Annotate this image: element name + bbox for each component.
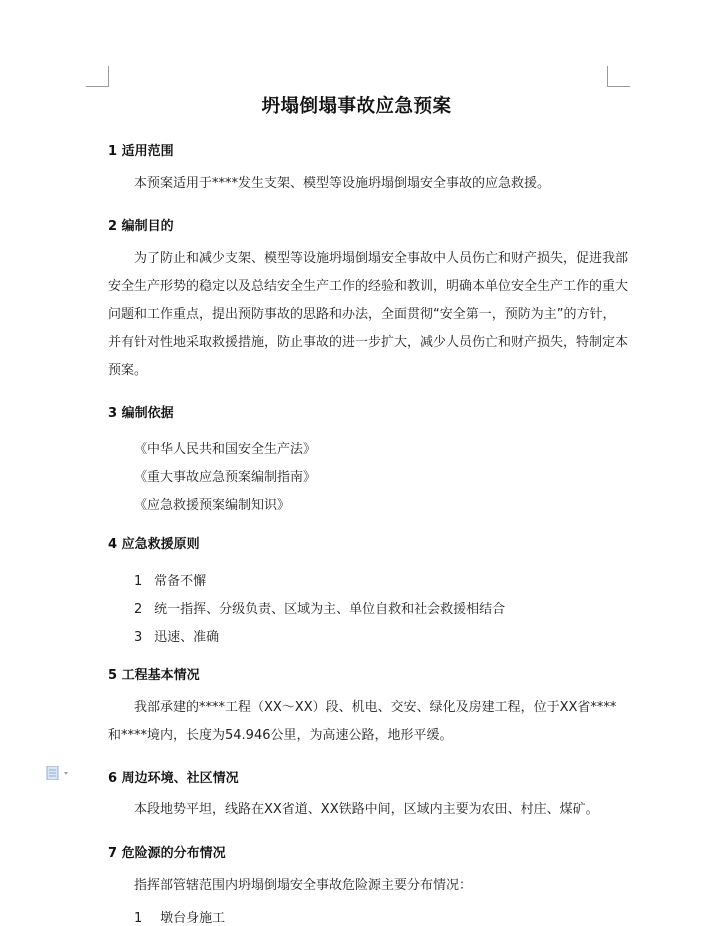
- reference-item: 《重大事故应急预案编制指南》: [134, 470, 317, 485]
- principle-item: [134, 570, 206, 589]
- reference-item: 《应急救援预案编制知识》: [134, 498, 291, 513]
- item-number: 1: [134, 911, 143, 926]
- item-number: 2: [134, 602, 143, 617]
- section-2-body: [108, 245, 629, 385]
- item-text: 常备不懈: [154, 574, 207, 589]
- paragraph-line: 并有针对性地采取救援措施，防止事故的进一步扩大，减少人员伤亡和财产损失，特制定本: [108, 335, 629, 350]
- hazard-item: [134, 907, 225, 926]
- paragraph-line: 和****境内，长度为54.946公里，为高速公路，地形平缓。: [108, 728, 453, 743]
- paragraph-line: 为了防止和减少支架、模型等设施坍塌倒塌安全事故中人员伤亡和财产损失，促进我部: [134, 251, 629, 266]
- section-7-body: [108, 872, 608, 900]
- section-6-heading: 6 周边环境、社区情况: [108, 771, 239, 786]
- margin-corner-top-left: [86, 66, 109, 87]
- paragraph-line: 问题和工作重点，提出预防事故的思路和办法，全面贯彻“安全第一，预防为主”的方针，: [108, 307, 616, 322]
- section-1-body: [108, 170, 608, 198]
- section-3-heading: 3 编制依据: [108, 406, 174, 421]
- paragraph-line: 我部承建的****工程（XX～XX）段、机电、交安、绿化及房建工程，位于XX省****: [134, 700, 617, 715]
- paragraph-line: 本段地势平坦，线路在XX省道、XX铁路中间，区域内主要为农田、村庄、煤矿。: [134, 802, 599, 817]
- margin-corner-top-right: [607, 66, 630, 87]
- paragraph-line: 预案。: [108, 363, 148, 378]
- reference-item: 《中华人民共和国安全生产法》: [134, 442, 317, 457]
- document-dropdown-icon[interactable]: [46, 765, 72, 779]
- section-2-heading: 2 编制目的: [108, 219, 174, 234]
- item-text: 墩台身施工: [160, 911, 226, 926]
- item-text: 统一指挥、分级负责、区域为主、单位自救和社会救援相结合: [154, 602, 506, 617]
- document-title: 坍塌倒塌事故应急预案: [261, 96, 452, 117]
- paragraph-line: 指挥部管辖范围内坍塌倒塌安全事故危险源主要分布情况：: [134, 878, 473, 893]
- section-5-heading: 5 工程基本情况: [108, 668, 200, 683]
- item-number: 3: [134, 630, 143, 645]
- principle-item: [134, 626, 219, 645]
- paragraph-line: 安全生产形势的稳定以及总结安全生产工作的经验和教训，明确本单位安全生产工作的重大: [108, 279, 629, 294]
- item-number: 1: [134, 574, 143, 589]
- paragraph-line: 本预案适用于****发生支架、模型等设施坍塌倒塌安全事故的应急救援。: [134, 176, 551, 191]
- section-7-heading: 7 危险源的分布情况: [108, 846, 226, 861]
- section-5-body: [108, 694, 617, 750]
- section-1-heading: 1 适用范围: [108, 144, 174, 159]
- principle-item: [134, 598, 505, 617]
- section-4-heading: 4 应急救援原则: [108, 537, 200, 552]
- item-text: 迅速、准确: [154, 630, 220, 645]
- section-6-body: [108, 796, 608, 824]
